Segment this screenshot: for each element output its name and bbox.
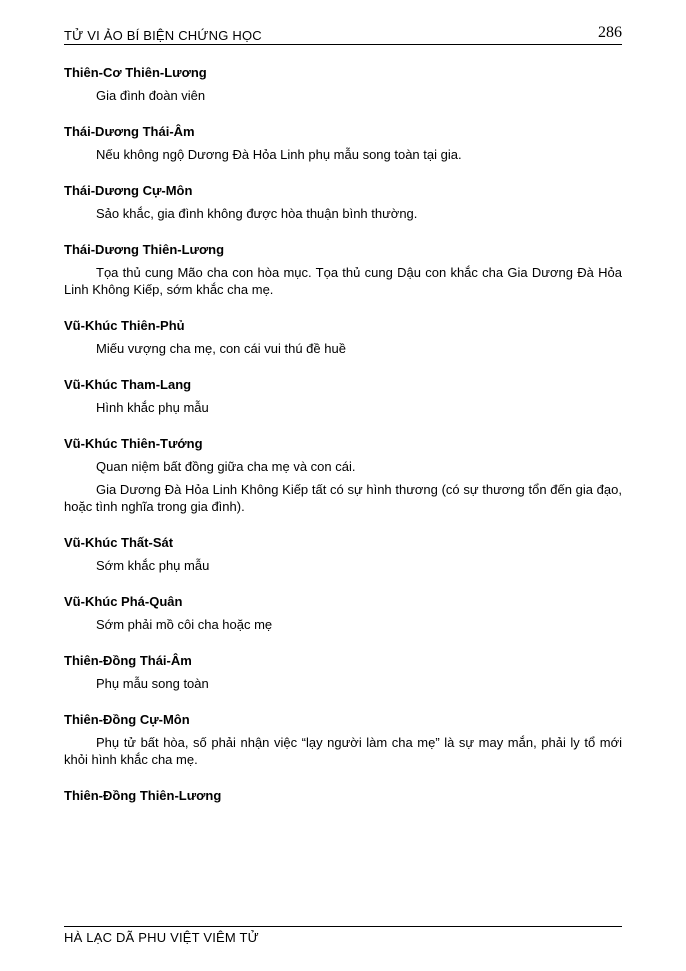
entry-paragraph: Miếu vượng cha mẹ, con cái vui thú đề huề bbox=[96, 341, 346, 356]
entry-section bbox=[64, 241, 622, 298]
entry-heading: Thái-Dương Thiên-Lương bbox=[64, 242, 225, 257]
page-footer bbox=[64, 926, 622, 947]
entry-section bbox=[64, 182, 622, 222]
entry-paragraph: Sớm phải mồ côi cha hoặc mẹ bbox=[96, 617, 273, 632]
entry-heading: Thái-Dương Cự-Môn bbox=[64, 183, 193, 198]
entry-section bbox=[64, 435, 622, 515]
entry-paragraph: Phụ mẫu song toàn bbox=[96, 676, 209, 691]
entry-heading: Vũ-Khúc Thiên-Tướng bbox=[64, 436, 203, 451]
entry-heading: Vũ-Khúc Thiên-Phủ bbox=[64, 318, 185, 333]
entry-heading: Thiên-Đồng Thái-Âm bbox=[64, 653, 192, 668]
running-title: TỬ VI ẢO BÍ BIỆN CHỨNG HỌC bbox=[64, 28, 262, 43]
entry-heading: Vũ-Khúc Tham-Lang bbox=[64, 377, 192, 392]
entry-paragraph: Quan niệm bất đồng giữa cha mẹ và con cái. bbox=[96, 459, 356, 474]
page-header bbox=[64, 22, 622, 45]
entry-paragraph: Gia đình đoàn viên bbox=[96, 88, 206, 103]
entry-paragraph: Phụ tử bất hòa, số phải nhận việc “lạy người làm cha mẹ” là sự may mắn, phải ly tổ mới khỏi hình khắc cha mẹ. bbox=[64, 735, 622, 767]
entry-heading: Vũ-Khúc Thất-Sát bbox=[64, 535, 174, 550]
entry-heading: Thái-Dương Thái-Âm bbox=[64, 124, 195, 139]
entry-section bbox=[64, 123, 622, 163]
entry-paragraph: Hình khắc phụ mẫu bbox=[96, 400, 209, 415]
entry-section bbox=[64, 376, 622, 416]
entry-section bbox=[64, 64, 622, 104]
entry-heading: Thiên-Cơ Thiên-Lương bbox=[64, 65, 207, 80]
footer-author: HÀ LẠC DÃ PHU VIỆT VIÊM TỬ bbox=[64, 930, 259, 945]
entry-section bbox=[64, 652, 622, 692]
entry-paragraph: Tọa thủ cung Mão cha con hòa mục. Tọa thủ cung Dậu con khắc cha Gia Dương Đà Hỏa Linh Không Kiếp, sớm khắc cha mẹ. bbox=[64, 265, 622, 297]
entry-section bbox=[64, 317, 622, 357]
entry-paragraph: Nếu không ngộ Dương Đà Hỏa Linh phụ mẫu song toàn tại gia. bbox=[96, 147, 462, 162]
entry-section bbox=[64, 534, 622, 574]
page-body bbox=[64, 64, 622, 823]
page-number: 286 bbox=[598, 24, 622, 41]
entry-heading: Thiên-Đồng Cự-Môn bbox=[64, 712, 190, 727]
entry-paragraph: Gia Dương Đà Hỏa Linh Không Kiếp tất có sự hình thương (có sự thương tổn đến gia đạo, hoặc tình nghĩa trong gia đình). bbox=[64, 482, 622, 514]
entry-heading: Thiên-Đồng Thiên-Lương bbox=[64, 788, 222, 803]
entry-section bbox=[64, 593, 622, 633]
entry-paragraph: Sảo khắc, gia đình không được hòa thuận bình thường. bbox=[96, 206, 418, 221]
entry-section bbox=[64, 787, 622, 804]
entry-heading: Vũ-Khúc Phá-Quân bbox=[64, 594, 183, 609]
entry-section bbox=[64, 711, 622, 768]
entry-paragraph: Sớm khắc phụ mẫu bbox=[96, 558, 210, 573]
